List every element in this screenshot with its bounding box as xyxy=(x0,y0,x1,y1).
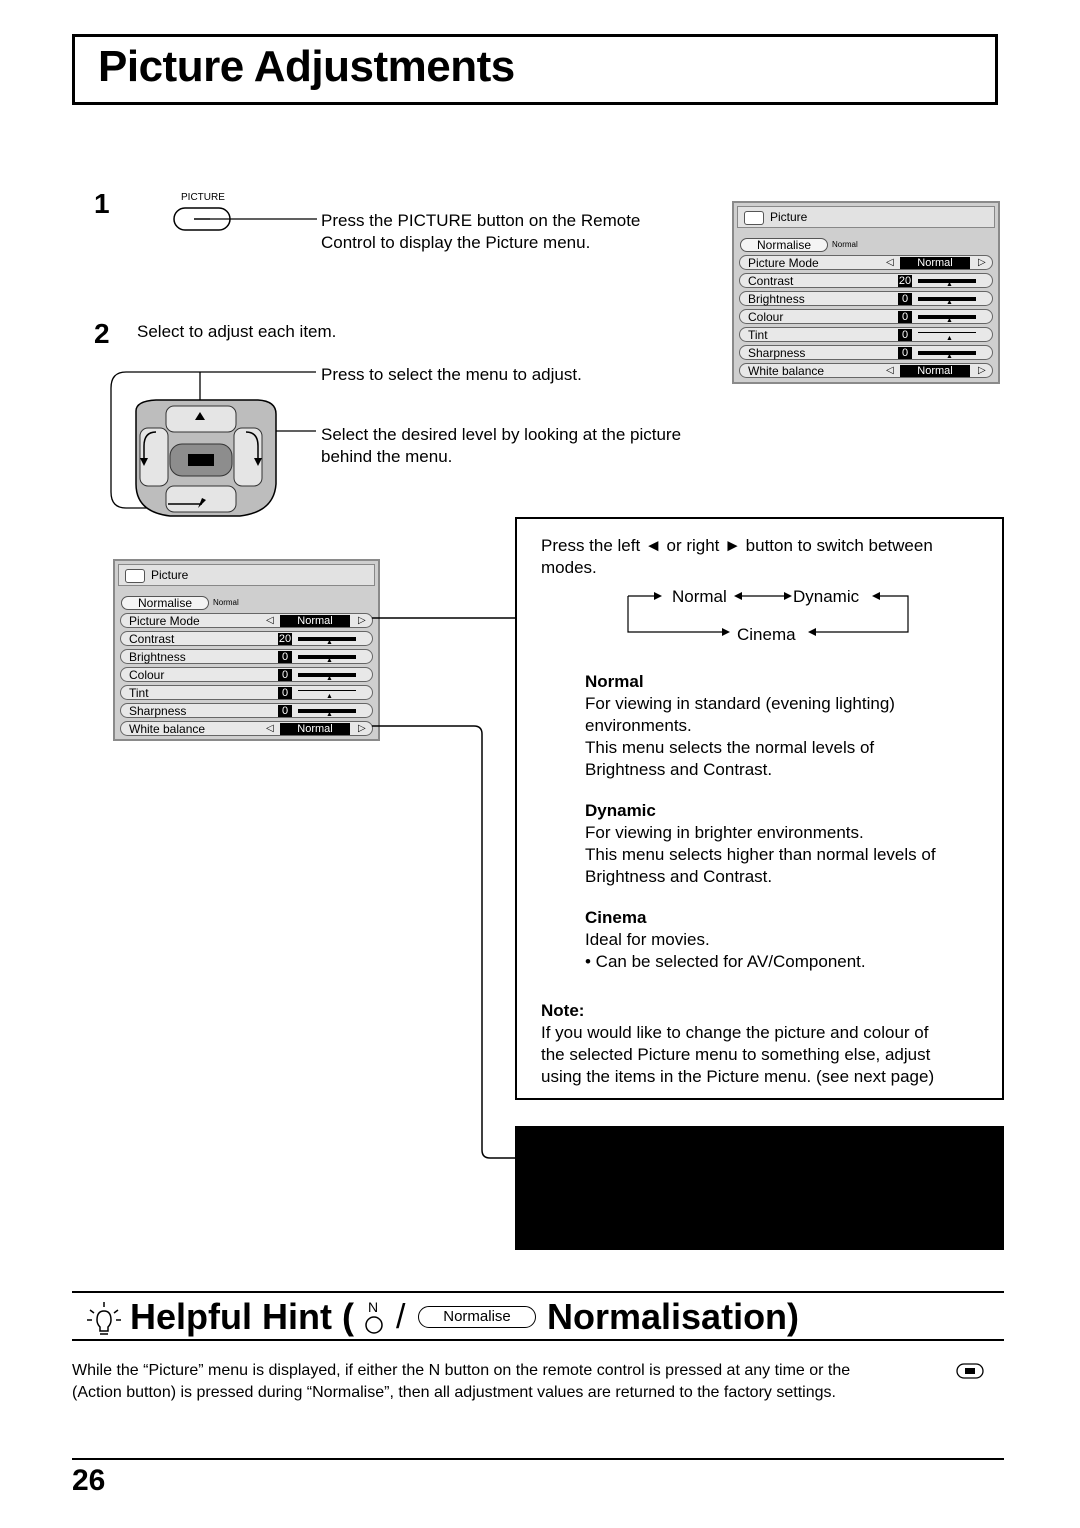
slider-marker-icon: ▲ xyxy=(326,711,333,718)
slider-marker-icon: ▲ xyxy=(946,317,953,324)
dynamic-line-2: This menu selects higher than normal levels of xyxy=(585,845,936,864)
menu-row-tint[interactable] xyxy=(739,327,993,342)
normalise-button: Normalise xyxy=(418,1306,536,1328)
dynamic-heading: Dynamic xyxy=(585,801,656,820)
menu-row-value: Normal xyxy=(280,615,350,627)
arrow-right-icon[interactable]: ▷ xyxy=(358,723,366,734)
action-button-icon xyxy=(955,1362,987,1380)
normal-heading: Normal xyxy=(585,672,644,691)
menu-row-white-balance[interactable] xyxy=(739,363,993,378)
note-line-3: using the items in the Picture menu. (see next page) xyxy=(541,1067,935,1086)
menu-row-picture-mode[interactable] xyxy=(120,613,373,628)
cycle-cinema: Cinema xyxy=(737,625,796,644)
cinema-heading: Cinema xyxy=(585,908,647,927)
step-2-number: 2 xyxy=(94,318,110,349)
menu-row-label: Brightness xyxy=(129,650,186,664)
menu-row-value: 0 xyxy=(278,651,292,663)
menu-row-value: 0 xyxy=(898,311,912,323)
menu-row-value: Normal xyxy=(900,365,970,377)
normalise-button[interactable] xyxy=(121,596,209,610)
menu-row-label: White balance xyxy=(748,364,825,378)
picture-menu-left xyxy=(113,559,380,741)
menu-header xyxy=(737,206,995,228)
slider-marker-icon: ▲ xyxy=(946,335,953,342)
menu-row-label: White balance xyxy=(129,722,206,736)
menu-row-sharpness[interactable] xyxy=(739,345,993,360)
footer-rule xyxy=(72,1458,1004,1460)
menu-row-brightness[interactable] xyxy=(120,649,373,664)
arrow-right-icon[interactable]: ▷ xyxy=(978,257,986,268)
menu-row-label: Contrast xyxy=(748,274,794,288)
menu-row-value: 20 xyxy=(898,275,912,287)
page-title: Picture Adjustments xyxy=(98,42,515,91)
step-2-sub1: Press to select the menu to adjust. xyxy=(321,365,582,384)
menu-row-label: Colour xyxy=(129,668,165,682)
black-panel xyxy=(515,1126,1004,1250)
cinema-line-1: Ideal for movies. xyxy=(585,930,710,949)
menu-row-contrast[interactable] xyxy=(739,273,993,288)
hint-top-rule xyxy=(72,1291,1004,1293)
arrow-left-icon[interactable]: ◁ xyxy=(886,257,894,268)
menu-row-label: Brightness xyxy=(748,292,805,306)
page-number: 26 xyxy=(72,1464,106,1497)
step-1-number: 1 xyxy=(94,188,110,219)
hint-title-suffix: Normalisation) xyxy=(547,1296,800,1337)
dynamic-line-1: For viewing in brighter environments. xyxy=(585,823,864,842)
n-button-icon xyxy=(363,1315,385,1335)
normalise-value: Normal xyxy=(832,240,858,249)
slider-marker-icon: ▲ xyxy=(946,299,953,306)
step-1-text: Press the PICTURE button on the Remote Control to display the Picture menu. xyxy=(321,211,641,252)
normalise-label: Normalise xyxy=(138,596,193,610)
menu-row-brightness[interactable] xyxy=(739,291,993,306)
menu-row-value: 0 xyxy=(898,293,912,305)
menu-row-colour[interactable] xyxy=(739,309,993,324)
connector-lines xyxy=(370,610,520,1170)
normalise-label: Normalise xyxy=(757,238,812,252)
menu-row-value: Normal xyxy=(900,257,970,269)
arrow-left-icon[interactable]: ◁ xyxy=(266,723,274,734)
menu-row-value: 0 xyxy=(278,669,292,681)
cinema-line-2: • Can be selected for AV/Component. xyxy=(585,952,866,971)
remote-dpad-icon xyxy=(108,366,323,528)
menu-title: Picture xyxy=(770,210,808,224)
slider-marker-icon: ▲ xyxy=(326,639,333,646)
arrow-left-icon[interactable]: ◁ xyxy=(266,615,274,626)
menu-row-label: Colour xyxy=(748,310,784,324)
menu-title: Picture xyxy=(151,568,189,582)
arrow-right-icon[interactable]: ▷ xyxy=(978,365,986,376)
menu-row-value: Normal xyxy=(280,723,350,735)
slider-marker-icon: ▲ xyxy=(326,693,333,700)
slider-marker-icon: ▲ xyxy=(946,353,953,360)
normalise-button[interactable] xyxy=(740,238,828,252)
step-2-text: Select to adjust each item. xyxy=(137,322,337,341)
cycle-dynamic: Dynamic xyxy=(793,587,860,606)
normalise-value: Normal xyxy=(213,598,239,607)
normal-line-2: environments. xyxy=(585,716,692,735)
menu-row-contrast[interactable] xyxy=(120,631,373,646)
slider-marker-icon: ▲ xyxy=(326,675,333,682)
hint-n-label: N xyxy=(368,1299,379,1315)
normal-line-4: Brightness and Contrast. xyxy=(585,760,773,779)
menu-header xyxy=(118,564,375,586)
picture-button-icon xyxy=(172,205,322,235)
menu-row-label: Picture Mode xyxy=(748,256,819,270)
menu-row-white-balance[interactable] xyxy=(120,721,373,736)
hint-slash: / xyxy=(396,1298,406,1336)
cycle-normal: Normal xyxy=(672,587,727,606)
tv-icon xyxy=(125,569,145,583)
menu-row-label: Tint xyxy=(129,686,149,700)
note-line-1: If you would like to change the picture and colour of xyxy=(541,1023,929,1042)
menu-row-value: 0 xyxy=(278,705,292,717)
menu-row-label: Sharpness xyxy=(129,704,187,718)
menu-row-sharpness[interactable] xyxy=(120,703,373,718)
menu-row-value: 20 xyxy=(278,633,292,645)
menu-row-label: Tint xyxy=(748,328,768,342)
menu-row-picture-mode[interactable] xyxy=(739,255,993,270)
menu-row-value: 0 xyxy=(898,329,912,341)
picture-button-caption: PICTURE xyxy=(181,192,225,203)
hint-bottom-rule xyxy=(72,1339,1004,1341)
menu-row-tint[interactable] xyxy=(120,685,373,700)
menu-row-label: Sharpness xyxy=(748,346,806,360)
menu-row-label: Picture Mode xyxy=(129,614,200,628)
menu-row-value: 0 xyxy=(898,347,912,359)
picture-menu-top xyxy=(732,201,1000,384)
menu-row-label: Contrast xyxy=(129,632,175,646)
lightbulb-icon xyxy=(86,1300,122,1340)
note-line-2: the selected Picture menu to something else, adjust xyxy=(541,1045,931,1064)
slider-marker-icon: ▲ xyxy=(326,657,333,664)
mode-intro: Press the left ◄ or right ► button to switch between modes. xyxy=(541,536,933,577)
tv-icon xyxy=(744,211,764,225)
note-heading: Note: xyxy=(541,1001,585,1020)
menu-row-colour[interactable] xyxy=(120,667,373,682)
step-2-sub2: Select the desired level by looking at the picture behind the menu. xyxy=(321,425,682,466)
menu-row-value: 0 xyxy=(278,687,292,699)
dynamic-line-3: Brightness and Contrast. xyxy=(585,867,773,886)
arrow-right-icon[interactable]: ▷ xyxy=(358,615,366,626)
normal-line-1: For viewing in standard (evening lighting) xyxy=(585,694,895,713)
hint-title-prefix: Helpful Hint ( xyxy=(130,1296,354,1337)
normal-line-3: This menu selects the normal levels of xyxy=(585,738,875,757)
slider-marker-icon: ▲ xyxy=(946,281,953,288)
arrow-left-icon[interactable]: ◁ xyxy=(886,365,894,376)
hint-line-2: (Action button) is pressed during “Normalise”, then all adjustment values are returned to the factory settings. xyxy=(72,1384,836,1401)
hint-line-1: While the “Picture” menu is displayed, if either the N button on the remote control is pressed at any time or the xyxy=(72,1362,851,1379)
